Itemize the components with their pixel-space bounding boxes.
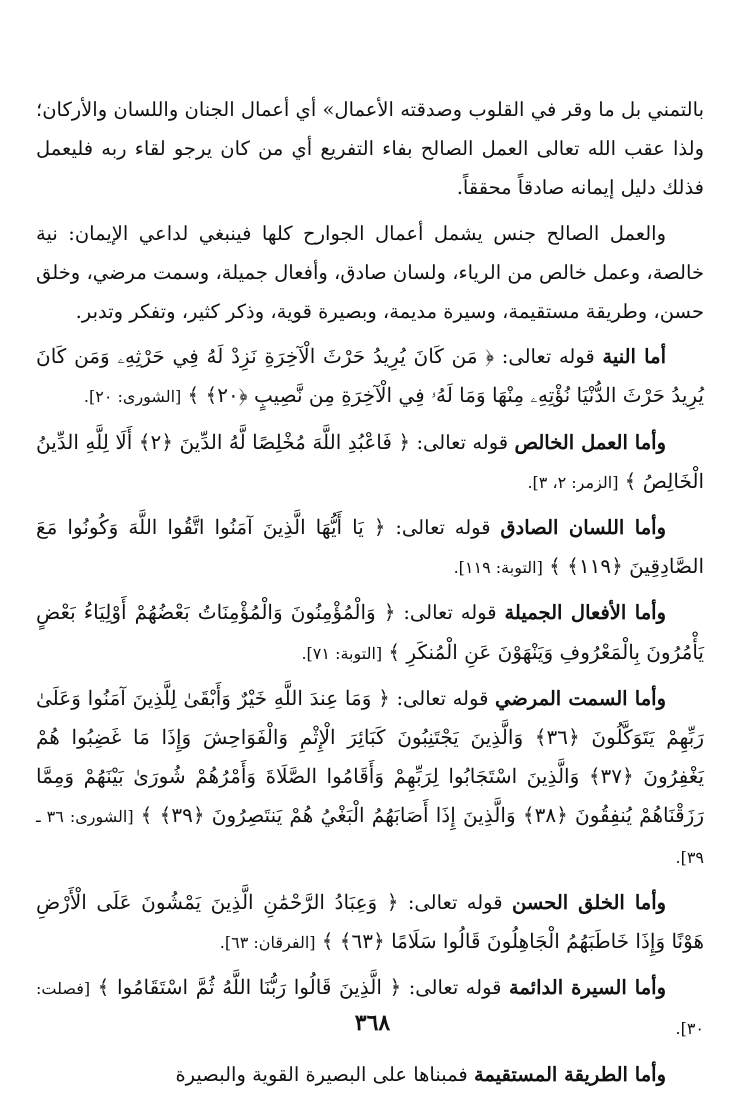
paragraph-lead: وأما الخلق الحسن	[512, 890, 667, 914]
page-number: ٣٦٨	[354, 1010, 391, 1036]
quran-verse: ﴿ مَن كَانَ يُرِيدُ حَرْثَ الْآخِرَةِ نَزِدْ لَهُ فِي حَرْثِهِۦ وَمَن كَانَ يُرِيدُ حَرْثَ الدُّنْيَا نُؤْتِهِۦ مِنْهَا وَمَا لَهُۥ فِي الْآخِرَةِ مِن نَّصِيبٍ ﴿٢٠﴾ ﴾	[36, 344, 704, 408]
paragraph-intro: قوله تعالى:	[407, 890, 503, 914]
paragraph-righteous-deeds	[36, 214, 704, 332]
paragraph-lead: أما النية	[602, 345, 666, 369]
verse-citation: [فصلت: ٣٠].	[36, 979, 704, 1039]
paragraph-intro: قوله تعالى:	[408, 976, 502, 1000]
paragraph-beautiful-deeds	[36, 593, 704, 672]
paragraph-intro: قوله تعالى:	[395, 516, 491, 540]
paragraph-intention	[36, 337, 704, 416]
paragraph-truthful-tongue	[36, 508, 704, 587]
paragraph-lead: وأما السمت المرضي	[495, 686, 666, 710]
paragraph-intro: قوله تعالى:	[416, 430, 509, 454]
paragraph-intro-continuation	[36, 90, 704, 208]
verse-citation: [الزمر: ٢، ٣].	[527, 472, 619, 492]
paragraph-text: بالتمني بل ما وقر في القلوب وصدقته الأعمال» أي أعمال الجنان واللسان والأركان؛ ولذا عقب الله تعالى العمل الصالح بفاء التفريع أي من كان يرجو لقاء ربه فليعمل فذلك دليل إيمانه صادقاً محققاً.	[36, 98, 704, 200]
paragraph-intro: قوله تعالى:	[501, 345, 595, 369]
paragraph-intro: قوله تعالى:	[396, 686, 489, 710]
verse-citation: [التوبة: ٧١].	[301, 643, 383, 663]
paragraph-lasting-conduct	[36, 968, 704, 1048]
paragraph-intro: قوله تعالى:	[403, 601, 497, 625]
verse-citation: [التوبة: ١١٩].	[453, 558, 543, 578]
paragraph-lead: وأما العمل الخالص	[514, 430, 667, 454]
paragraph-lead: وأما الطريقة المستقيمة	[473, 1062, 666, 1086]
page-body	[36, 90, 704, 1100]
paragraph-straight-path	[36, 1055, 704, 1094]
quran-verse: ﴿ وَمَا عِندَ اللَّهِ خَيْرٌ وَأَبْقَىٰ لِلَّذِينَ آمَنُوا وَعَلَىٰ رَبِّهِمْ يَتَوَكَّلُونَ ﴿٣٦﴾ وَالَّذِينَ يَجْتَنِبُونَ كَبَائِرَ الْإِثْمِ وَالْفَوَاحِشَ وَإِذَا مَا غَضِبُوا هُمْ يَغْفِرُونَ ﴿٣٧﴾ وَالَّذِينَ اسْتَجَابُوا لِرَبِّهِمْ وَأَقَامُوا الصَّلَاةَ وَأَمْرُهُمْ شُورَىٰ بَيْنَهُمْ وَمِمَّا رَزَقْنَاهُمْ يُنفِقُونَ ﴿٣٨﴾ وَالَّذِينَ إِذَا أَصَابَهُمُ الْبَغْيُ هُمْ يَنتَصِرُونَ ﴿٣٩﴾ ﴾	[36, 685, 705, 828]
verse-citation: [الشورى: ٣٦ ـ ٣٩].	[36, 807, 704, 867]
paragraph-sincere-deed	[36, 423, 704, 502]
quran-verse: ﴿ فَاعْبُدِ اللَّهَ مُخْلِصًا لَّهُ الدِّينَ ﴿٢﴾ أَلَا لِلَّهِ الدِّينُ الْخَالِصُ ﴾	[36, 429, 704, 493]
verse-citation: [الفرقان: ٦٣].	[219, 933, 316, 953]
paragraph-text: والعمل الصالح جنس يشمل أعمال الجوارح كلها فينبغي لداعي الإيمان: نية خالصة، وعمل خالص من الرياء، ولسان صادق، وأفعال جميلة، وسمت مرضي، وخلق حسن، وطريقة مستقيمة، وسيرة مديمة، وبصيرة قوية، وذكر كثير، وتفكر وتدبر.	[36, 221, 704, 324]
quran-verse: ﴿ وَعِبَادُ الرَّحْمَٰنِ الَّذِينَ يَمْشُونَ عَلَى الْأَرْضِ هَوْنًا وَإِذَا خَاطَبَهُمُ الْجَاهِلُونَ قَالُوا سَلَامًا ﴿٦٣﴾ ﴾	[36, 889, 704, 954]
quran-verse: ﴿ وَالْمُؤْمِنُونَ وَالْمُؤْمِنَاتُ بَعْضُهُمْ أَوْلِيَاءُ بَعْضٍ يَأْمُرُونَ بِالْمَعْرُوفِ وَيَنْهَوْنَ عَنِ الْمُنكَرِ ﴾	[36, 600, 704, 664]
paragraph-text: فمبناها على البصيرة القوية والبصيرة	[175, 1062, 468, 1086]
paragraph-lead: وأما اللسان الصادق	[500, 516, 667, 540]
quran-verse: ﴿ يَا أَيُّهَا الَّذِينَ آمَنُوا اتَّقُوا اللَّهَ وَكُونُوا مَعَ الصَّادِقِينَ ﴿١١٩﴾ ﴾	[36, 515, 704, 579]
quran-verse: ﴿ الَّذِينَ قَالُوا رَبُّنَا اللَّهُ ثُمَّ اسْتَقَامُوا ﴾	[97, 975, 402, 1000]
paragraph-lead: وأما الأفعال الجميلة	[504, 601, 666, 625]
paragraph-good-character	[36, 883, 704, 962]
verse-citation: [الشورى: ٢٠].	[83, 387, 182, 407]
paragraph-lead: وأما السيرة الدائمة	[508, 976, 667, 1000]
paragraph-pleasing-conduct	[36, 679, 704, 877]
